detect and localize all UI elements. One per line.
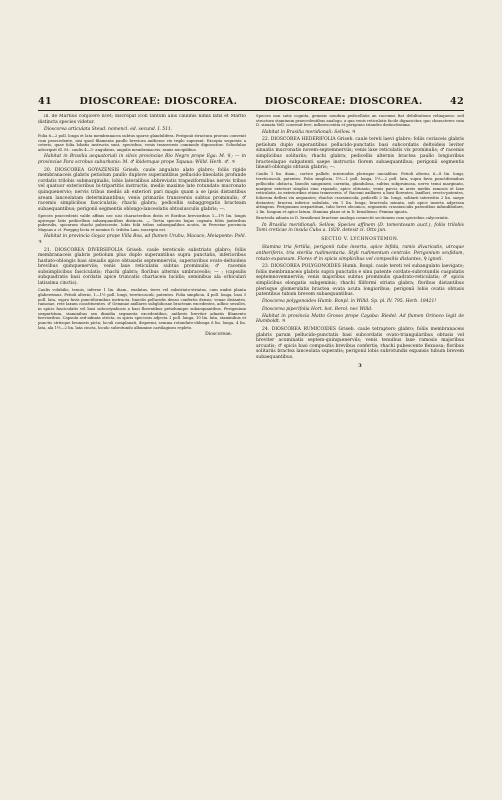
catchword: Dioscoreae.: [205, 332, 232, 338]
paragraph: Caulis 1 lin. diam., cortice pallide, internodiis plerisque uncialibus. Petioli alterni, 6—8 lin. longi, tereticusculi, patentes. Folia simplicia, 1½—1 poll. longa, 1½—2 poll. lata, supra favis punctiformibus pellucidis obducta, lineolis sanguineis carentia, glandulosa, subtus subpruinosa, nervo tenui marginato, margine exteriori simplici sinu repando, apice obtusato, venis parcis in areis mediis ramosis et laxe reticulatis, in exterioribus etiam transversis. ♂ Racemi axillares a basi florentes, laxiflori, erecto-patentes, foliorum deflexi vix aequantes; rhachis crassiuscula; pedicelli 2 lin. longi, solitarii interstitio 2 lin. saepe distantes; bractea inferior subulata, vix 1 lin. longa; bracteola minuta, sub apice inserta adpressa attingens. Perigonium sexpartitum, tubo brevi obconico, segmentis crassiusculis patentibus infundibulare, 2 lin. longum et apice latum. Stamina plane ut in D. brasiliensi. Femina ignota.: [256, 171, 464, 215]
paragraph: Habitat in Brasilia meridionali: Sellow. ♃: [262, 129, 356, 135]
paragraph: 21. DIOSCOREA DIVERSIFOLIA Griseb. caule tereticulo substriato glabro; foliis membranaceis glabris petiolum plus duplo superantibus supra punctatis, inferioribus hastato-oblongis basi sinualis apice obtusatis septemnerviis, superioribus ovato-deltoideis brevibus quinquenerviis; venis laxe reticulatis subtus prominulis; ♂ racemis subsimplicibus fasciculatis; rhachi glabra; floribus alternis umbraceolis; — ; (capsulis subquadratis basi cordatis apice truncatis chartaceis lucidis; seminibus ala orbiculari latissima cinctis).: [38, 247, 246, 287]
running-title-right: DIOSCOREAE: DIOSCOREA.: [264, 96, 423, 107]
right-column: [256, 114, 464, 754]
paragraph: 22. DIOSCOREA HEDERIFOLIA Griseb. caule tereti laevi glabro; foliis coriaceis glabris petiolum duplo superantibus pellucido-punctatis basi subcordatis deltoideis leviter sinuatis mucronatis novem-septemnerviis; venis laxe reticulatis vix prominulis; ♂ racemis simplicibus solitariis; rhachi glabra; pedicellis alternis bractea paullo longioribus bracteolaque subpatenti saepe instructis florem subaequantibus; perigonii segmentis lineari-oblongis obtusis glabris; —.: [256, 137, 464, 171]
running-header: [38, 96, 464, 108]
paragraph: Bracteola adnata in D. brasiliensi bracteae analoga connectit sectionem cum speciebus calycoriatis.: [256, 215, 449, 221]
header-rule: [38, 110, 464, 111]
paragraph: ill. de Martius conjicere licet; discrepat icon tantum aliis caulinis nimis latis et Martio distincta species videtur.: [38, 114, 246, 125]
paragraph: Habitat in provincia Goyaz prope Villa Boa, ad flumen Uruhu, Macaco, Meiaponte: Pohl. ♃: [38, 234, 246, 245]
paragraph: 24. DIOSCOREA RUMICOIDES Griseb. caule tetraptero glabro; foliis membranaceis glabris parum pellucido-punctatis basi subcordatis ovato-triangularibus obtusis vel breviter acuminatis septem-quinquenerviis; venis tenuibus laxe ramosis majoribus arcuatis; ♂ spicis basi compositis brevibus confertis; rhachi pubescente flexuosa; floribus solitariis bractea lanceolata superatis; perigonii lobis subrotundis expansis tubum brevem subaequantibus.: [256, 326, 464, 360]
paragraph: In Brasilia meridionali: Sellow. Species affinem (D. tomentosam auct.), foliis trilobis Tomi creticae in insula Cuba a. 1820. detexit cl. Otto jun.: [256, 222, 464, 234]
paragraph: 23. DIOSCOREA POLYGONOIDES Humb. Bonpl. caule tereti vel subangulato laevigato; foliis membranaceis glabris supra punctatis e sinu patente cordato-subrotundis cuspidatis septemnovemnerviis; venis majoribus subtus prominulis quadrato-reticulatis; ♂ spicis simplicibus elongatis subgeminis; rhachi filiformi striata glabra; floribus distantibus plerisque glomerulatis bractea ovata acuta longioribus; perigonii lobis ovatis obtusis patentibus tubum brevem subaequantibus.: [256, 264, 464, 298]
paragraph: Habitat in Brasilia aequatoriali in silvis provinciae Rio Negro prope Ega: M. ♀; — in provinciae Para scrobus suburbanis: M. ♂ ibidemque prope Tapaua: Willd. Herb. ♂. ♃: [38, 154, 246, 165]
paragraph: SECTIO V. LYCHNOSTEMON.: [321, 236, 399, 242]
paragraph: Dioscorea piperifolia Hort. bot. Berol. nec Willd.: [262, 306, 373, 312]
paragraph: Species non satis cognita, gemmis nondum pedicellatis an racemus fiat debilitatione relinquens: sed structura staminum praecedentibus analogo, a qua venis reticulatis facile dignoscitur, quo characteres cum D. sinuata Vell. convenit fere, inflorescentia et perigonio triandro distinctissima.: [256, 114, 464, 128]
paragraph: Species praecedenti valde affinis nec nisi characteribus distis et floribus brevioribus 1—1½ lin. longis apiceque latis pedicellum subaequantibus distincta. — Tertia species hujus cognata foliis juxtoribus puberulis, spicarum rhachi pubescente, lobis folii tribus subaequalibus acutis, in Peruviae provincia Maynas a cl. Poeppig lecta et nomine D. triloba Lam. inscripta est.: [38, 212, 246, 233]
left-column: [38, 114, 246, 754]
paragraph: Stamina tria fertilia, perigonii tubo inserta, apice bifida, ramis divaricatis, utroque antheriferis, tria sterilia rudimentaria. Styli rudimentum centrale. Perigonium sexfidum, rotato-expansum. Flores ♂ in spicis simplicibus vel compositis distantes, ♀ ignoti.: [256, 245, 464, 262]
paragraph: Dioscorea polygonoides Humb. Bonpl. in Willd. Sp. pl. IV. 795. Herb. 18421!: [262, 299, 437, 305]
paragraph: Caulis volubilis, tenuis, inferne 1 lin. diam., exalatus, teres vel substriato-striatus, cum umbri planta glaberrimus. Petioli alterni, 1—1½ poll. longi, tereticusculi, patentes. Folia simplicia, 4 poll. longa, basi 3 poll. lata, supra favis punctiformibus instructa, lineolis pellucidis denso confertis densis; venae distantes, ramosae, rete laxum constituentes. ♂ Gemmae axillares subglobosae bracteam excedentes, adhuc sessiles, in spicis fasciculatis vel basi subcorymbosis a basi florentibus petiolumque subaequantibus. Perigonium sexpartitum, staminibus sex dimidia segmenta excedentibus, antheris breviter adnatis filamento brevioribus. Capsula sed-adnata stricta, in spicis speciosis adjecta 1 poll. longa, 10 lin. lata, staminibus et punctis striisque brunneis picta; loculi complanati, dispermi; semina rotundato-oblonga 6 lin. longa, 4 lin. lata, ala 1½—2 lin. lata cincta, loculo subrotundo albumine cartilagineo repleto.: [38, 287, 246, 330]
paragraph: Habitat in provincia Matto Grosso prope Cayaba: Riedel. Ad flumen Orinoco legit de Humboldt. ♃: [256, 313, 464, 325]
paragraph: Dioscorea articulata Steud. nomencl. ed. secund. I. 511.: [44, 126, 173, 132]
running-title-left: DIOSCOREAE: DIOSCOREA.: [79, 96, 238, 107]
page-number-left: 41: [38, 96, 52, 107]
paragraph: 20. DIOSCOREA GOYAZENSIS Griseb. caule angulato alato glabro; foliis rigide membranaceis glabris petiolum paullo duplove superantibus pellucido-lineolatis profunde cordatis trilobis submarginalis, lobis lateralibus abbreviatis trapeziformibus nervis tribus vel quatuor exterioribus bi-tripartitis instructis, medio maximo late rotundato mucronato quinquenervio; nervis tribus mediis ab exteriori pari magis quam a se ipsis distantibus aream lanceolatam determinantibus; venis primariis transversis subtus prominulis; ♂ racemis simplicibus fasciculatis; rhachi glabra; pedicellis subaggregatis bracteam subaequantibus; perigonii segmentis oblongo-lanceolatis obtusiusculis glabris; —.: [38, 167, 246, 212]
page-number-right: 42: [450, 96, 464, 107]
paragraph: Folia 6—2 poll. longa et lata membranacea subtus sparse glandulifera. Perigonii structura prorsus convenit cum praecedente, nisi quod filamenta paullo breviora antheras vix triplo superant. Excepta sequente a ceteris, quae folia lobatis instructa sunt, speciebus, venis transversis commode dignoscitur. Schedulae adscripsit ill. M.: caulis 4—5- angulatus, angulis membranaceis, ramis nucipilibus.: [38, 132, 246, 153]
signature-mark: 3: [358, 362, 362, 369]
